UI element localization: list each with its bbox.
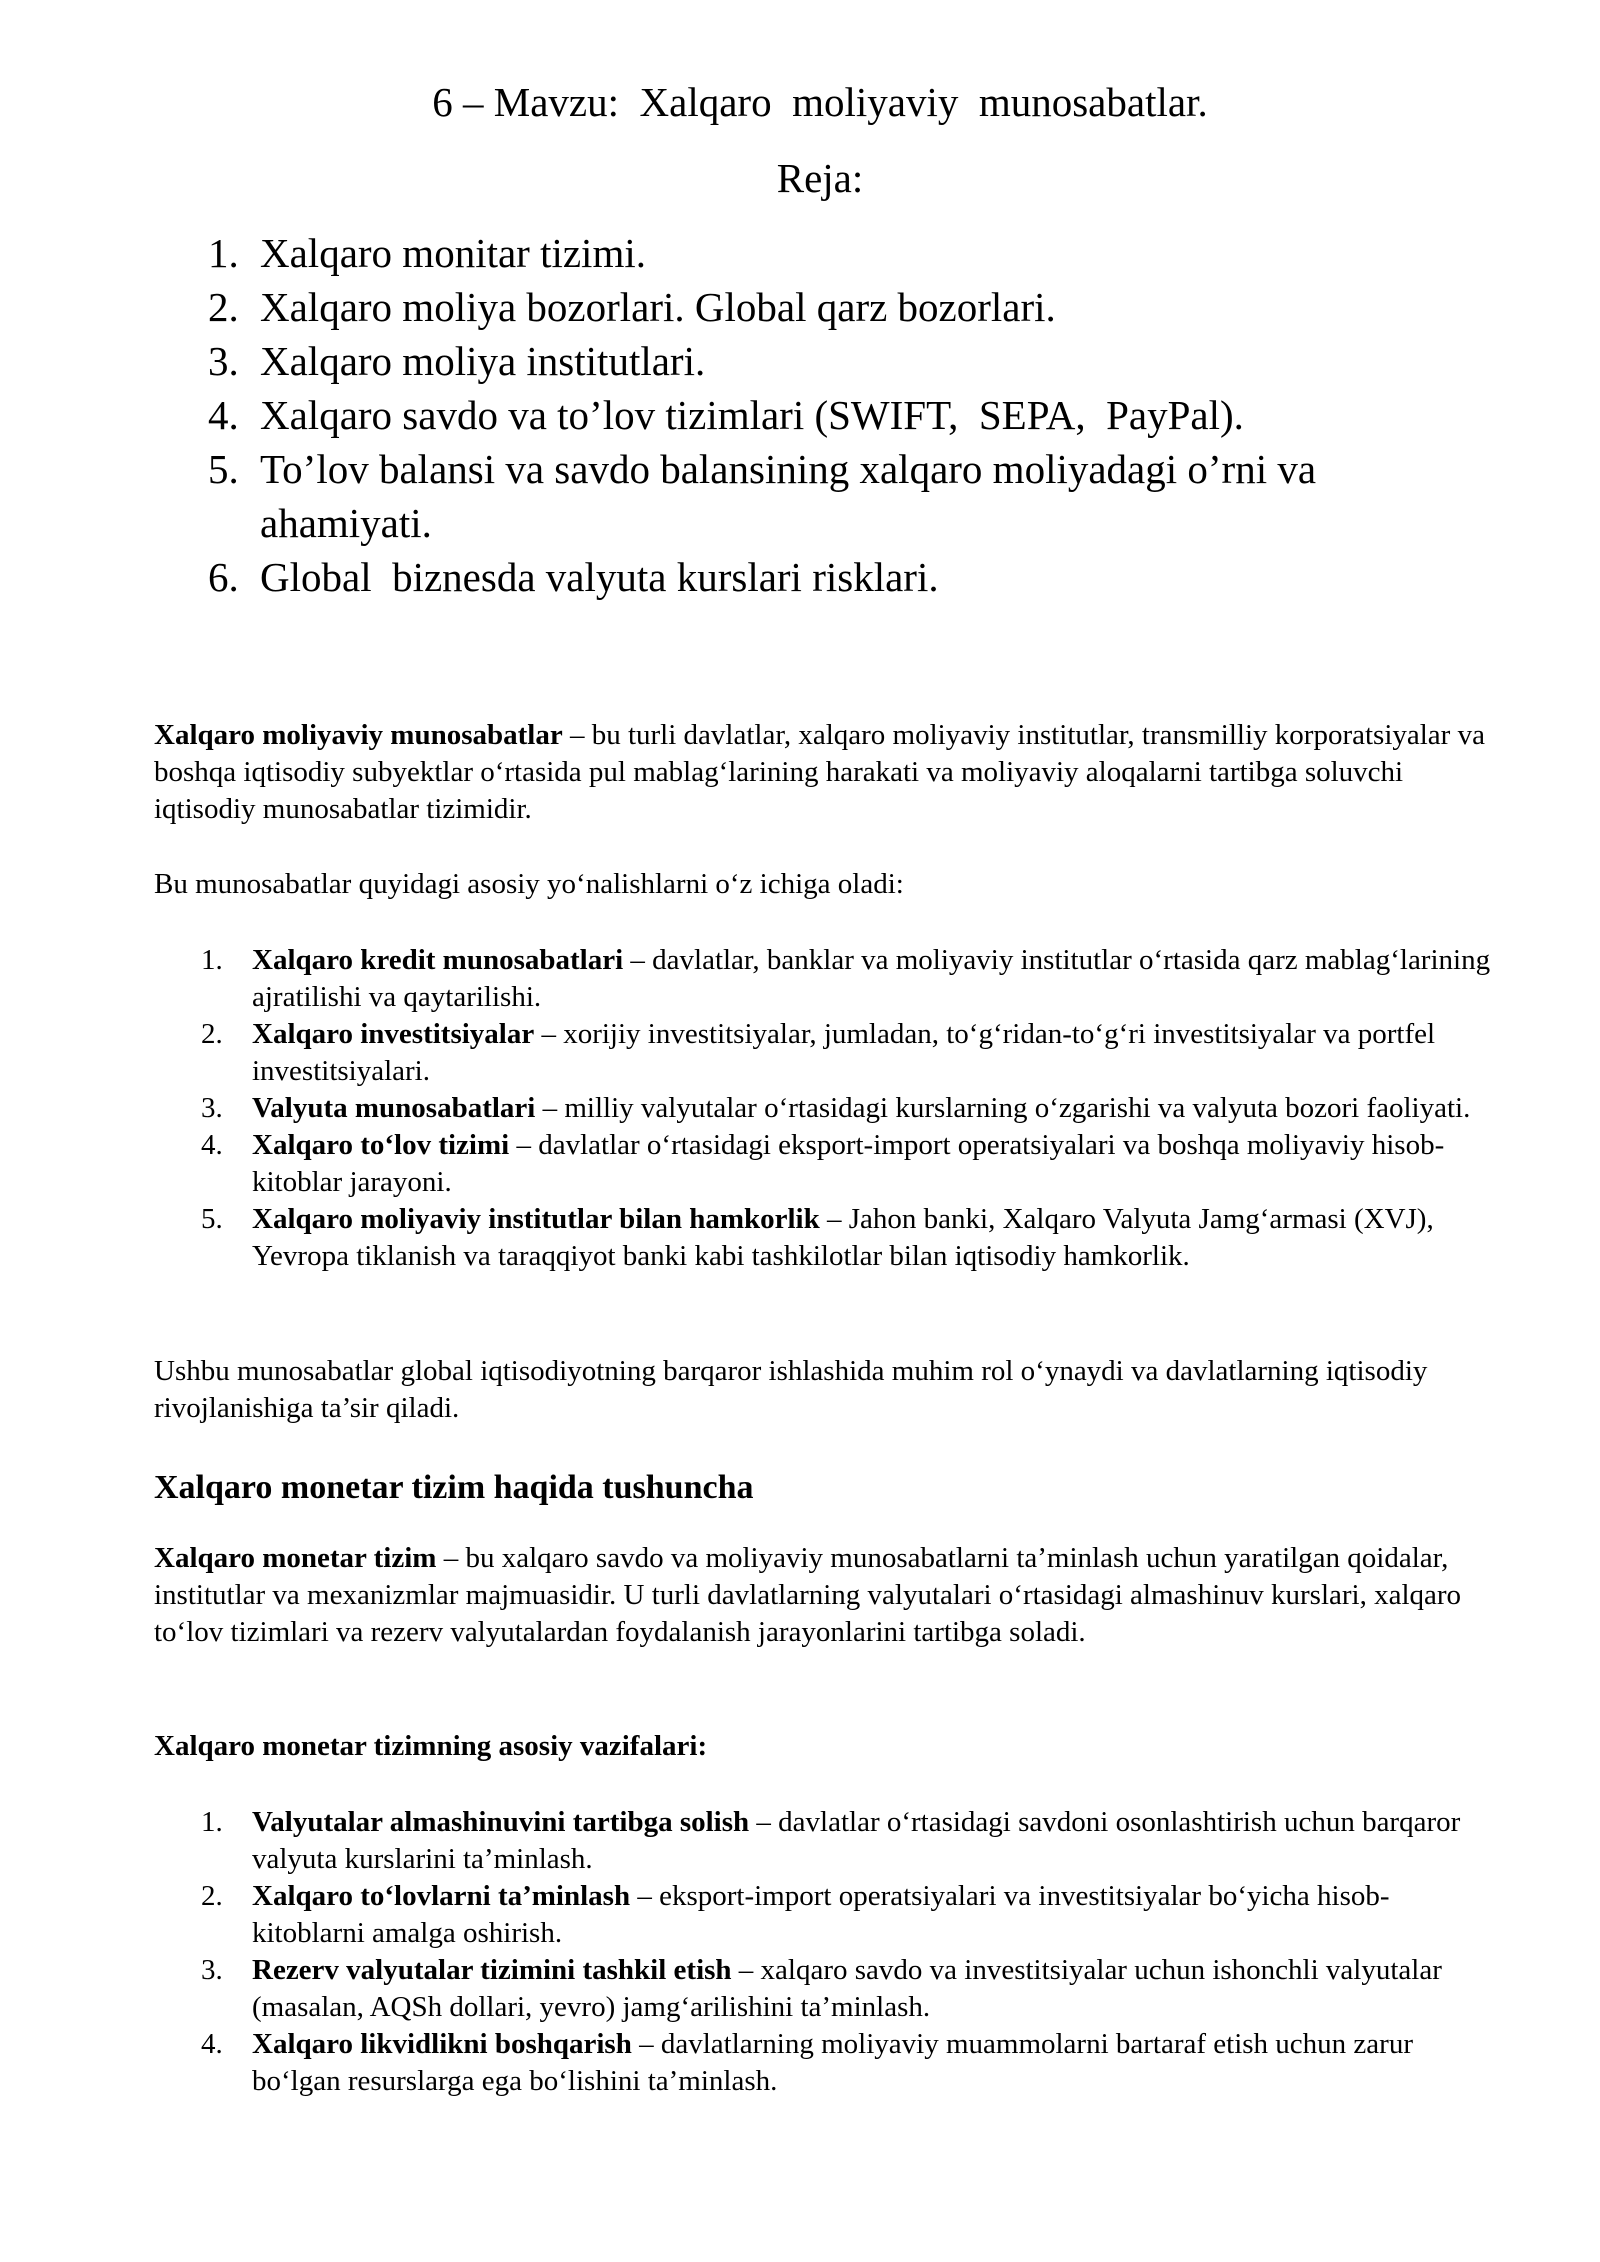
list-item-number: 2. [201,1880,223,1912]
plan-item [208,442,1438,550]
list-item-number: 3. [201,1954,223,1986]
list-item [154,1804,1499,1878]
list-item-text: – xalqaro savdo va investitsiyalar uchun ishonchli valyutalar (masalan, AQSh dollari, yevro) jamg‘arilishini ta’minlash. [252,1954,1442,2023]
plan-item-text: Global biznesda valyuta kurslari risklari. [260,554,939,600]
plan-heading: Reja: [776,155,864,201]
monetary-text: – bu xalqaro savdo va moliyaviy munosabatlarni ta’minlash uchun yaratilgan qoidalar, institutlar va mexanizmlar majmuasidir. U turli davlatlarning valyutalari o‘rtasidagi almashinuv kurslari, xalqaro to‘lov tizimlari va rezerv valyutalardan foydalanish jarayonlarini tartibga soladi. [154,1542,1462,1648]
list-item-term: Xalqaro moliyaviy institutlar bilan hamkorlik [252,1203,820,1235]
plan-item [208,334,1438,388]
functions-list [154,1804,1499,2100]
list-item-number: 1. [201,944,223,976]
plan-item-number: 5. [208,446,239,492]
monetary-definition [154,1540,1499,1651]
plan-item-number: 1. [208,230,239,276]
list-item [154,1952,1499,2026]
list-item-text: – davlatlar o‘rtasidagi eksport-import operatsiyalari va boshqa moliyaviy hisob-kitoblar jarayoni. [252,1129,1445,1198]
plan-item [208,550,1438,604]
functions-heading: Xalqaro monetar tizimning asosiy vazifalari: [154,1730,708,1762]
list-item-number: 3. [201,1092,223,1124]
plan-item [208,388,1438,442]
plan-item [208,280,1438,334]
intro-paragraph [154,717,1499,828]
intro-text: – bu turli davlatlar, xalqaro moliyaviy institutlar, transmilliy korporatsiyalar va boshqa iqtisodiy subyektlar o‘rtasida pul mablag‘larining harakati va moliyaviy aloqalarni tartibga soluvchi iqtisodiy munosabatlar tizimidir. [154,719,1485,825]
plan-item-text: Xalqaro monitar tizimi. [260,230,646,276]
list-item-text: – eksport-import operatsiyalari va investitsiyalar bo‘yicha hisob-kitoblarni amalga oshirish. [252,1880,1390,1949]
intro-term: Xalqaro moliyaviy munosabatlar [154,719,563,751]
list-item-text: – milliy valyutalar o‘rtasidagi kurslarning o‘zgarishi va valyuta bozori faoliyati. [535,1092,1471,1124]
page-title: 6 – Mavzu: Xalqaro moliyaviy munosabatlar. [432,79,1208,125]
list-item [154,1127,1499,1201]
list-item-term: Xalqaro kredit munosabatlari [252,944,624,976]
plan-list [208,226,1438,604]
list-item [154,1090,1499,1127]
directions-intro: Bu munosabatlar quyidagi asosiy yo‘nalishlarni o‘z ichiga oladi: [154,868,904,900]
list-item-term: Xalqaro to‘lovlarni ta’minlash [252,1880,631,1912]
list-item-text: – Jahon banki, Xalqaro Valyuta Jamg‘armasi (XVJ), Yevropa tiklanish va taraqqiyot banki kabi tashkilotlar bilan iqtisodiy hamkorlik. [252,1203,1434,1272]
list-item-term: Xalqaro to‘lov tizimi [252,1129,510,1161]
directions-list [154,942,1499,1275]
list-item-term: Valyutalar almashinuvini tartibga solish [252,1806,750,1838]
list-item-text: – davlatlarning moliyaviy muammolarni bartaraf etish uchun zarur bo‘lgan resurslarga ega bo‘lishini ta’minlash. [252,2028,1413,2097]
plan-item-number: 2. [208,284,239,330]
plan-item [208,226,1438,280]
monetary-term: Xalqaro monetar tizim [154,1542,437,1574]
list-item [154,2026,1499,2100]
list-item [154,1201,1499,1275]
list-item-number: 2. [201,1018,223,1050]
plan-item-text: Xalqaro savdo va to’lov tizimlari (SWIFT, SEPA, PayPal). [260,392,1244,438]
plan-item-text: To’lov balansi va savdo balansining xalqaro moliyadagi o’rni va ahamiyati. [260,446,1327,546]
list-item-text: – xorijiy investitsiyalar, jumladan, to‘g‘ridan-to‘g‘ri investitsiyalar va portfel investitsiyalari. [252,1018,1436,1087]
list-item-number: 4. [201,2028,223,2060]
summary-paragraph: Ushbu munosabatlar global iqtisodiyotning barqaror ishlashida muhim rol o‘ynaydi va davlatlarning iqtisodiy rivojlanishiga ta’sir qiladi. [154,1355,1428,1424]
list-item-number: 4. [201,1129,223,1161]
list-item-text: – davlatlar o‘rtasidagi savdoni osonlashtirish uchun barqaror valyuta kurslarini ta’minlash. [252,1806,1461,1875]
list-item-term: Xalqaro investitsiyalar [252,1018,535,1050]
plan-item-number: 6. [208,554,239,600]
list-item-number: 5. [201,1203,223,1235]
list-item-term: Valyuta munosabatlari [252,1092,536,1124]
list-item-text: – davlatlar, banklar va moliyaviy institutlar o‘rtasida qarz mablag‘larining ajratilishi va qaytarilishi. [252,944,1491,1013]
plan-item-text: Xalqaro moliya institutlari. [260,338,706,384]
list-item-term: Xalqaro likvidlikni boshqarish [252,2028,632,2060]
plan-item-text: Xalqaro moliya bozorlari. Global qarz bozorlari. [260,284,1056,330]
plan-item-number: 3. [208,338,239,384]
list-item [154,942,1499,1016]
plan-item-number: 4. [208,392,239,438]
list-item [154,1016,1499,1090]
list-item [154,1878,1499,1952]
list-item-number: 1. [201,1806,223,1838]
list-item-term: Rezerv valyutalar tizimini tashkil etish [252,1954,732,1986]
section-heading: Xalqaro monetar tizim haqida tushuncha [154,1469,754,1506]
